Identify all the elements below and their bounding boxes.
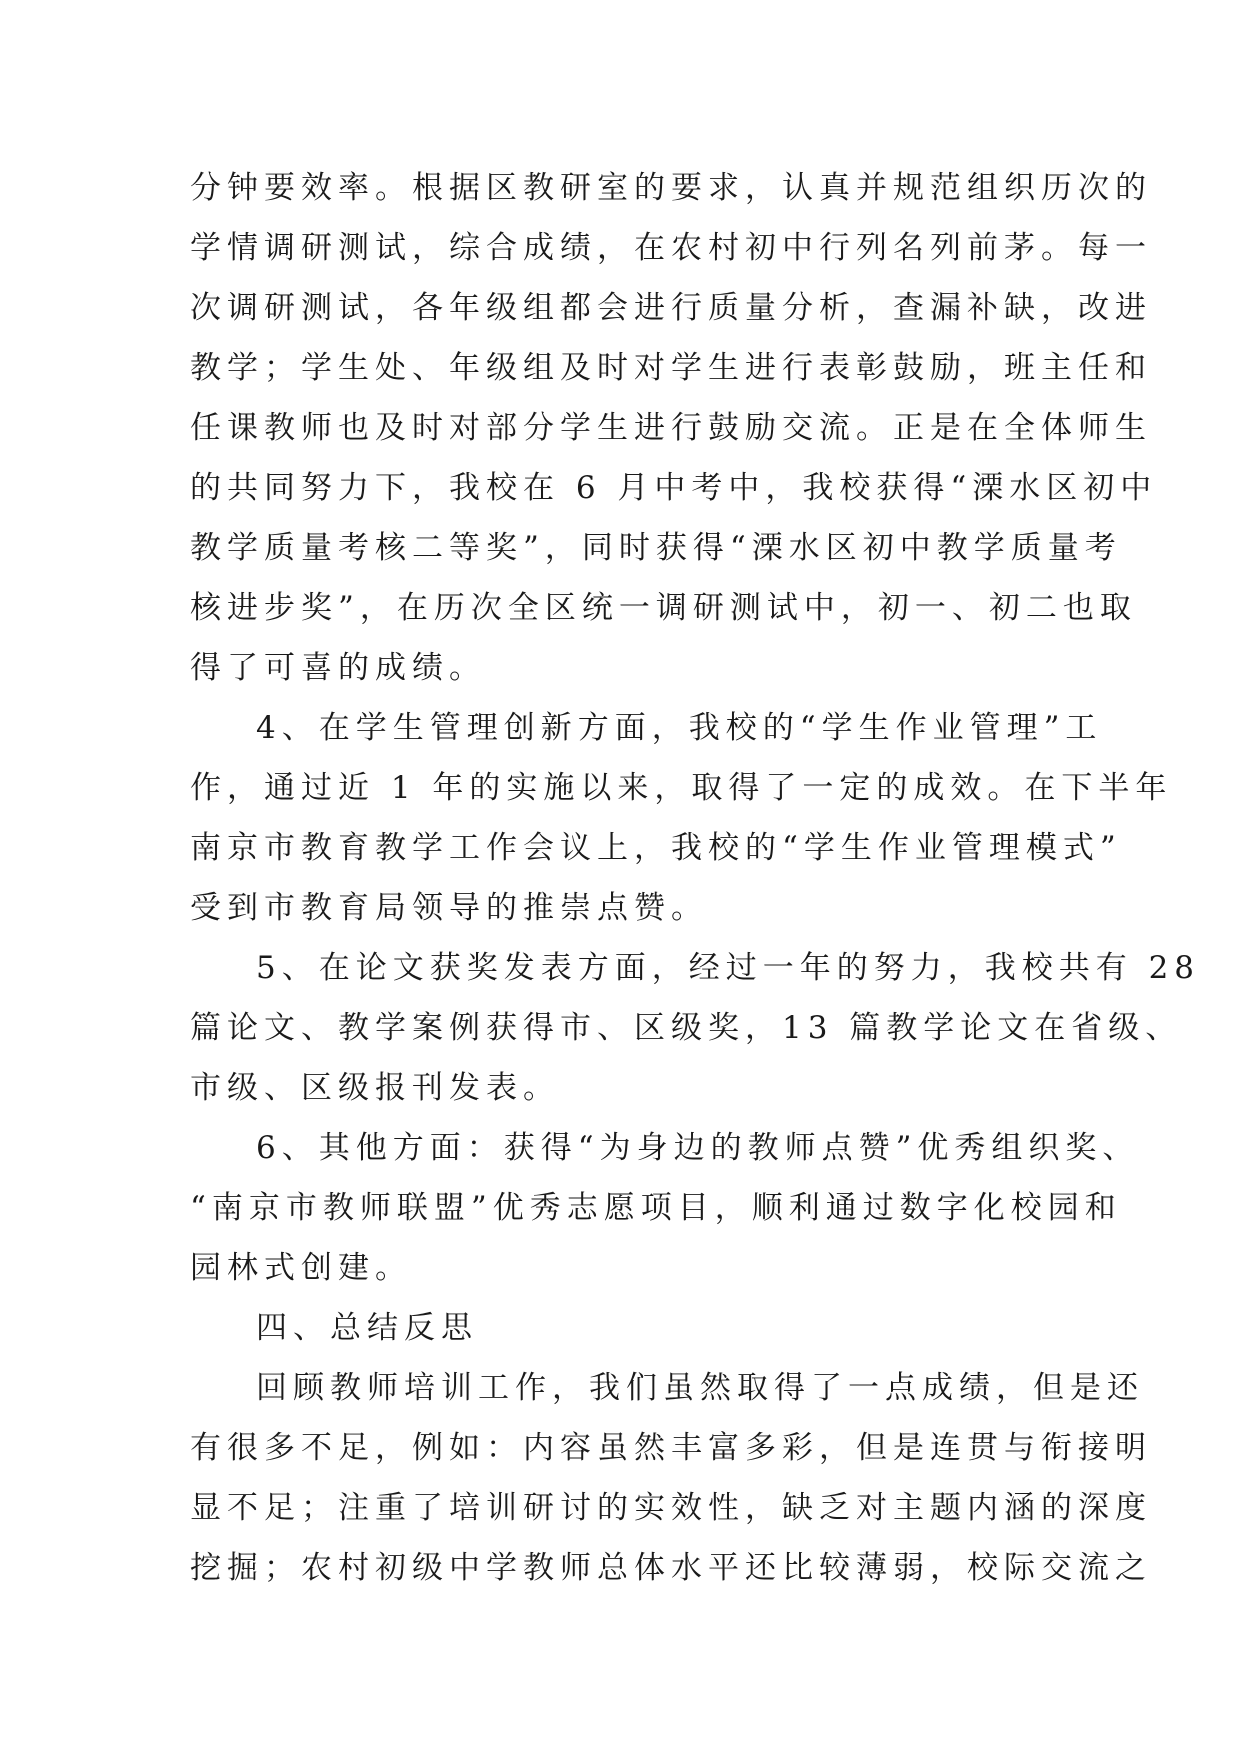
text-line: 核进步奖”，在历次全区统一调研测试中，初一、初二也取	[190, 590, 1137, 626]
text-line: 篇论文、教学案例获得市、区级奖，13 篇教学论文在省级、	[190, 1010, 1183, 1046]
text-line: 得了可喜的成绩。	[190, 650, 486, 686]
text-line: 学情调研测试，综合成绩，在农村初中行列名列前茅。每一	[190, 230, 1152, 266]
text-line: 挖掘；农村初级中学教师总体水平还比较薄弱，校际交流之	[190, 1550, 1152, 1586]
body-text	[190, 158, 1201, 1598]
text-line: 分钟要效率。根据区教研室的要求，认真并规范组织历次的	[190, 170, 1152, 206]
section-heading: 四、总结反思	[256, 1310, 478, 1346]
text-line: “南京市教师联盟”优秀志愿项目，顺利通过数字化校园和	[190, 1190, 1122, 1226]
text-line: 市级、区级报刊发表。	[190, 1070, 560, 1106]
text-line: 南京市教育教学工作会议上，我校的“学生作业管理模式”	[190, 830, 1122, 866]
text-line: 的共同努力下，我校在 6 月中考中，我校获得“溧水区初中	[190, 470, 1158, 506]
paragraph-start-line: 5、在论文获奖发表方面，经过一年的努力，我校共有 28	[256, 950, 1201, 986]
paragraph-start-line: 4、在学生管理创新方面，我校的“学生作业管理”工	[256, 710, 1103, 746]
text-line: 作，通过近 1 年的实施以来，取得了一定的成效。在下半年	[190, 770, 1173, 806]
text-line: 教学；学生处、年级组及时对学生进行表彰鼓励，班主任和	[190, 350, 1152, 386]
paragraph-start-line: 6、其他方面：获得“为身边的教师点赞”优秀组织奖、	[256, 1130, 1140, 1166]
text-line: 显不足；注重了培训研讨的实效性，缺乏对主题内涵的深度	[190, 1490, 1152, 1526]
paragraph-start-line: 回顾教师培训工作，我们虽然取得了一点成绩，但是还	[256, 1370, 1144, 1406]
text-line: 任课教师也及时对部分学生进行鼓励交流。正是在全体师生	[190, 410, 1152, 446]
text-line: 有很多不足，例如：内容虽然丰富多彩，但是连贯与衔接明	[190, 1430, 1152, 1466]
text-line: 园林式创建。	[190, 1250, 412, 1286]
text-line: 次调研测试，各年级组都会进行质量分析，查漏补缺，改进	[190, 290, 1152, 326]
text-line: 教学质量考核二等奖”，同时获得“溧水区初中教学质量考	[190, 530, 1122, 566]
text-line: 受到市教育局领导的推崇点赞。	[190, 890, 708, 926]
